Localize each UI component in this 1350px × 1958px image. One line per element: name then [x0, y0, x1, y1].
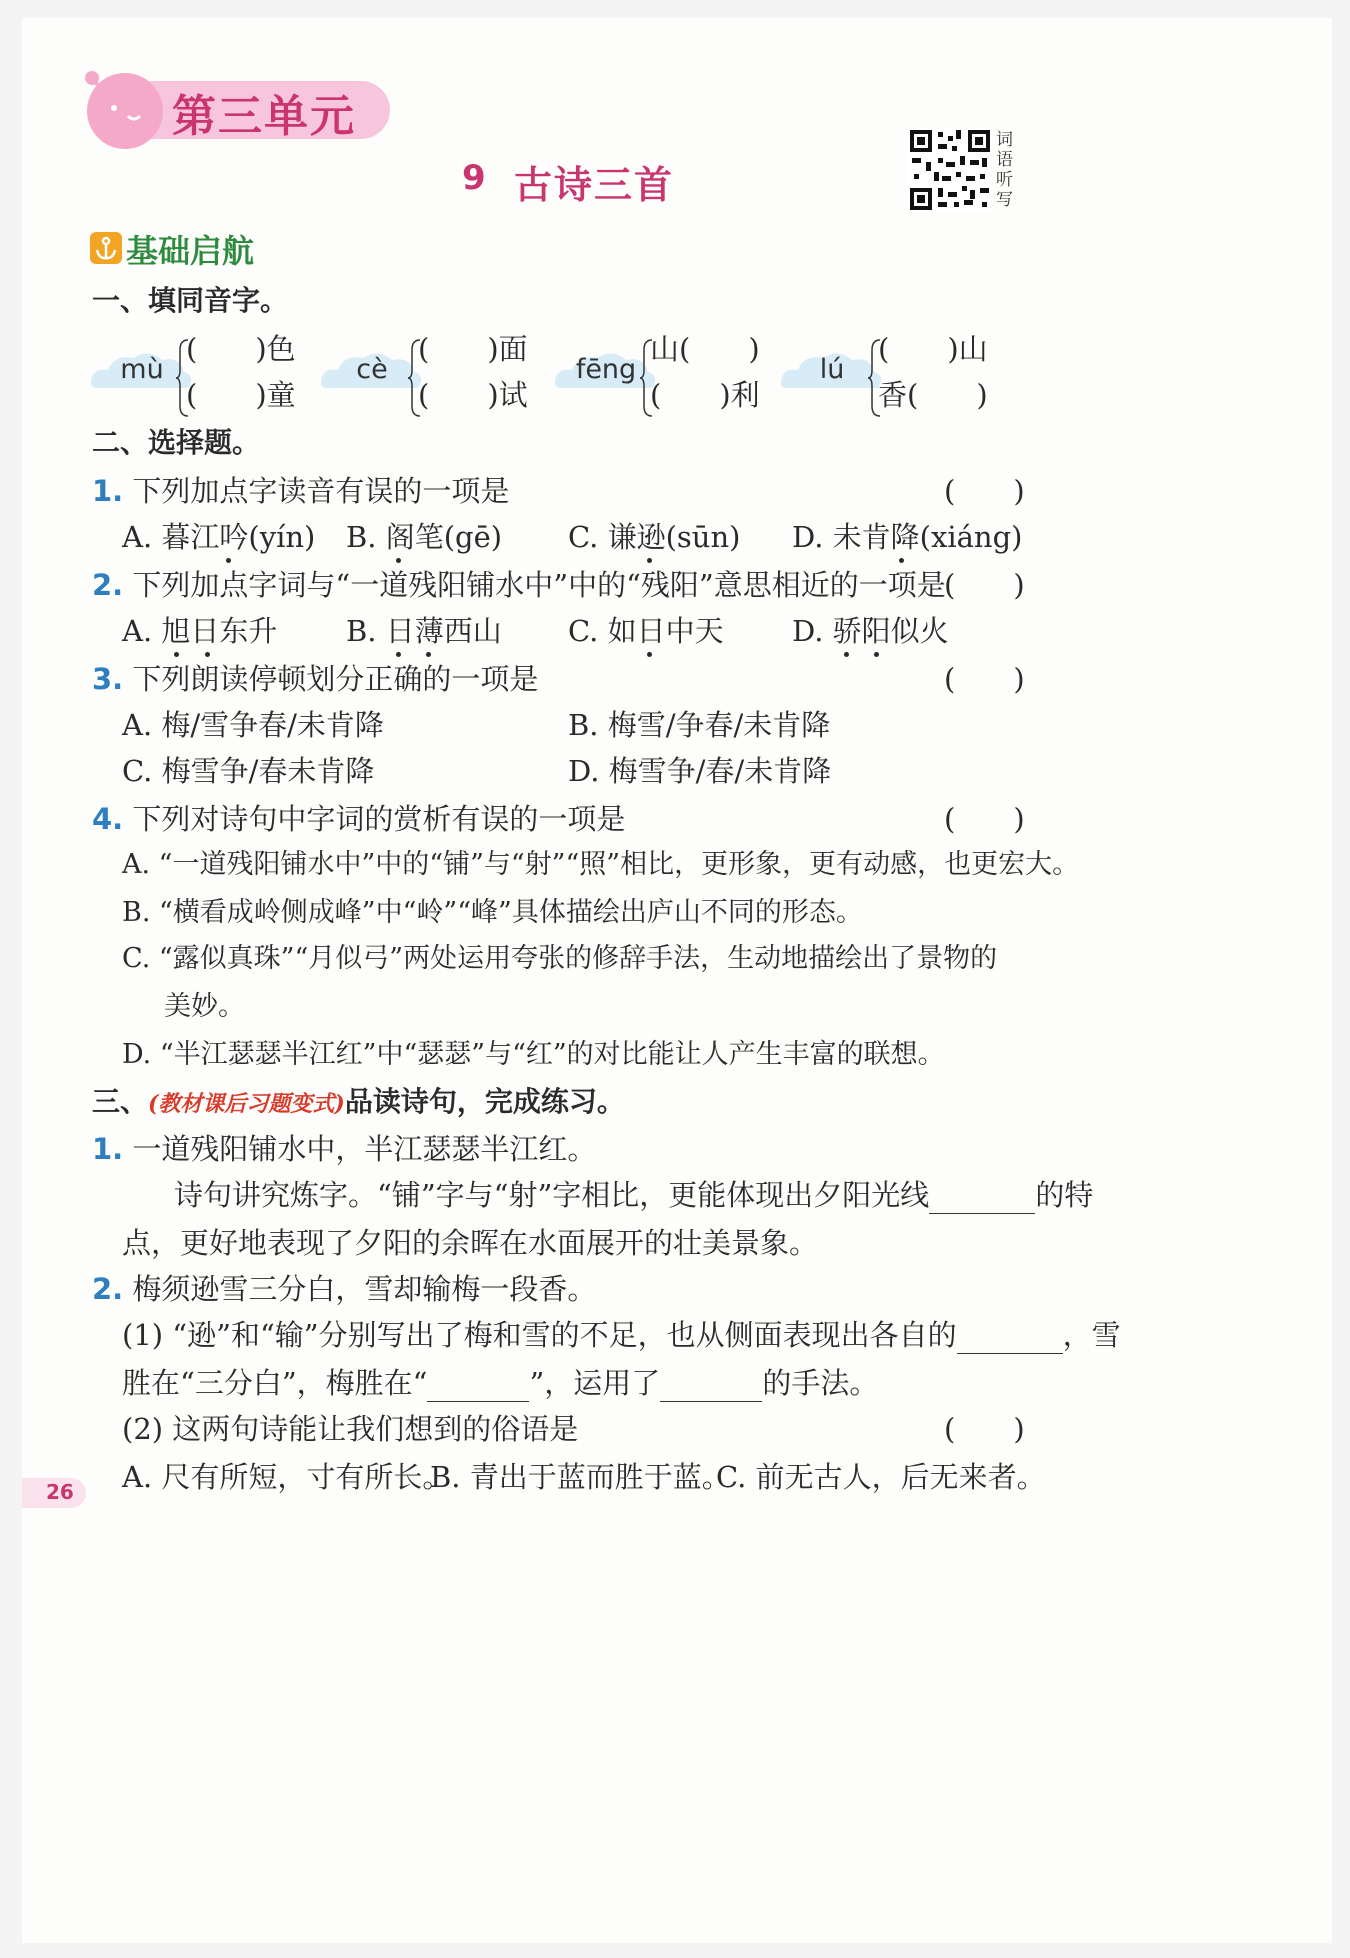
group-top[interactable]: ( )色: [186, 332, 296, 366]
group-bottom[interactable]: ( )试: [418, 378, 528, 412]
q2-title: 二、选择题。: [92, 426, 261, 459]
q1-title: 一、填同音字。: [92, 284, 289, 317]
text: 胜在“三分白”，梅胜在“: [122, 1366, 428, 1400]
question-item: [92, 660, 538, 698]
option[interactable]: B. 梅雪/争春/未肯降: [568, 708, 831, 742]
q3-title: 品读诗句，完成练习。: [344, 1085, 625, 1118]
emphasis-dot: [899, 558, 904, 563]
question-number: 1.: [92, 474, 124, 508]
answer-paren[interactable]: ( ): [944, 802, 1025, 836]
option[interactable]: B. 青出于蓝而胜于蓝。: [430, 1460, 731, 1494]
option[interactable]: C. 前无古人，后无来者。: [716, 1460, 1046, 1494]
group-top[interactable]: 山( ): [650, 332, 760, 366]
question-number: 4.: [92, 802, 124, 836]
page-number: 26: [46, 1480, 74, 1504]
emphasis-dot: [647, 558, 652, 563]
qr-code-icon[interactable]: [908, 128, 992, 212]
answer-blank[interactable]: [957, 1321, 1063, 1354]
section-basic: 基础启航: [126, 232, 255, 270]
q3-prefix: 三、: [92, 1085, 149, 1118]
lesson-number: 9: [462, 158, 486, 198]
question-stem: 下列加点字词与“一道残阳铺水中”中的“残阳”意思相近的一项是: [132, 568, 946, 602]
text-line: 点，更好地表现了夕阳的余晖在水面展开的壮美景象。: [122, 1226, 819, 1260]
group-bottom[interactable]: ( )童: [186, 378, 296, 412]
option[interactable]: B. “横看成岭侧成峰”中“岭”“峰”具体描绘出庐山不同的形态。: [122, 897, 863, 928]
answer-blank[interactable]: [660, 1369, 762, 1402]
option[interactable]: D. “半江瑟瑟半江红”中“瑟瑟”与“红”的对比能让人产生丰富的联想。: [122, 1039, 945, 1070]
question-stem: 下列加点字读音有误的一项是: [132, 474, 510, 508]
answer-paren[interactable]: ( ): [944, 474, 1025, 508]
answer-paren[interactable]: ( ): [944, 568, 1025, 602]
question-number: 1.: [92, 1132, 124, 1166]
sub-question: (2) 这两句诗能让我们想到的俗语是: [122, 1412, 579, 1446]
q3-tag: (教材课后习题变式): [148, 1091, 345, 1117]
question-number: 2.: [92, 1272, 124, 1306]
q3-header: [92, 1082, 625, 1123]
workbook-page: [22, 18, 1332, 1943]
option[interactable]: A. 暮江吟(yín): [122, 520, 316, 554]
answer-blank[interactable]: [929, 1181, 1035, 1214]
option[interactable]: D. 未肯降(xiáng): [792, 520, 1023, 554]
fill-line: [122, 1316, 1121, 1354]
option[interactable]: B. 日薄西山: [346, 614, 502, 648]
group-bottom[interactable]: 香( ): [878, 378, 988, 412]
emphasis-dot: [396, 558, 401, 563]
emphasis-dot: [874, 652, 879, 657]
option-continuation: 美妙。: [164, 991, 245, 1022]
question-stem: 下列朗读停顿划分正确的一项是: [132, 662, 539, 696]
question-number: 2.: [92, 568, 124, 602]
answer-paren[interactable]: ( ): [944, 662, 1025, 696]
text: ”，运用了: [529, 1366, 661, 1400]
text: (1) “逊”和“输”分别写出了梅和雪的不足，也从侧面表现出各自的: [122, 1318, 957, 1352]
poem-line: 梅须逊雪三分白，雪却输梅一段香。: [132, 1272, 597, 1306]
pinyin-label: mù: [120, 354, 164, 385]
emphasis-dot: [647, 652, 652, 657]
anchor-icon: [90, 232, 122, 264]
answer-paren[interactable]: ( ): [944, 1412, 1025, 1446]
pinyin-label: lú: [819, 354, 845, 385]
pinyin-label: fēng: [575, 354, 637, 385]
group-top[interactable]: ( )面: [418, 332, 528, 366]
text: 诗句讲究炼字。“铺”字与“射”字相比，更能体现出夕阳光线: [174, 1178, 930, 1212]
option[interactable]: C. 如日中天: [568, 614, 724, 648]
option[interactable]: A. 旭日东升: [122, 614, 278, 648]
emphasis-dot: [426, 652, 431, 657]
option[interactable]: B. 阁笔(gē): [346, 520, 503, 554]
emphasis-dot: [396, 652, 401, 657]
emphasis-dot: [174, 652, 179, 657]
group-top[interactable]: ( )山: [878, 332, 988, 366]
poem-line: 一道残阳铺水中，半江瑟瑟半江红。: [132, 1132, 597, 1166]
text: 的手法。: [762, 1366, 879, 1400]
emphasis-dot: [226, 558, 231, 563]
option[interactable]: A. “一道残阳铺水中”中的“铺”与“射”“照”相比，更形象，更有动感，也更宏大。: [122, 849, 1080, 880]
question-item: [92, 566, 946, 604]
question-item: [92, 800, 625, 838]
text: ，雪: [1062, 1318, 1121, 1352]
option[interactable]: A. 梅/雪争春/未肯降: [122, 708, 384, 742]
unit-title: 第三单元: [172, 91, 356, 142]
option[interactable]: D. 骄阳似火: [792, 614, 949, 648]
question-item: [92, 1270, 596, 1308]
question-stem: 下列对诗句中字词的赏析有误的一项是: [132, 802, 626, 836]
question-number: 3.: [92, 662, 124, 696]
group-bottom[interactable]: ( )利: [650, 378, 760, 412]
option[interactable]: A. 尺有所短，寸有所长。: [122, 1460, 452, 1494]
pinyin-label: cè: [356, 354, 388, 385]
answer-blank[interactable]: [427, 1369, 529, 1402]
question-item: [92, 472, 509, 510]
qr-label: 词语听写: [996, 130, 1013, 210]
fill-line: [174, 1176, 1093, 1214]
option[interactable]: C. 梅雪争/春未肯降: [122, 754, 375, 788]
question-item: [92, 1130, 596, 1168]
fill-line: [122, 1364, 878, 1402]
option[interactable]: C. “露似真珠”“月似弓”两处运用夸张的修辞手法，生动地描绘出了景物的: [122, 943, 998, 974]
lesson-title: 古诗三首: [514, 163, 675, 207]
option[interactable]: D. 梅雪争/春/未肯降: [568, 754, 832, 788]
text: 的特: [1035, 1178, 1094, 1212]
emphasis-dot: [205, 652, 210, 657]
emphasis-dot: [844, 652, 849, 657]
option[interactable]: C. 谦逊(sūn): [568, 520, 741, 554]
